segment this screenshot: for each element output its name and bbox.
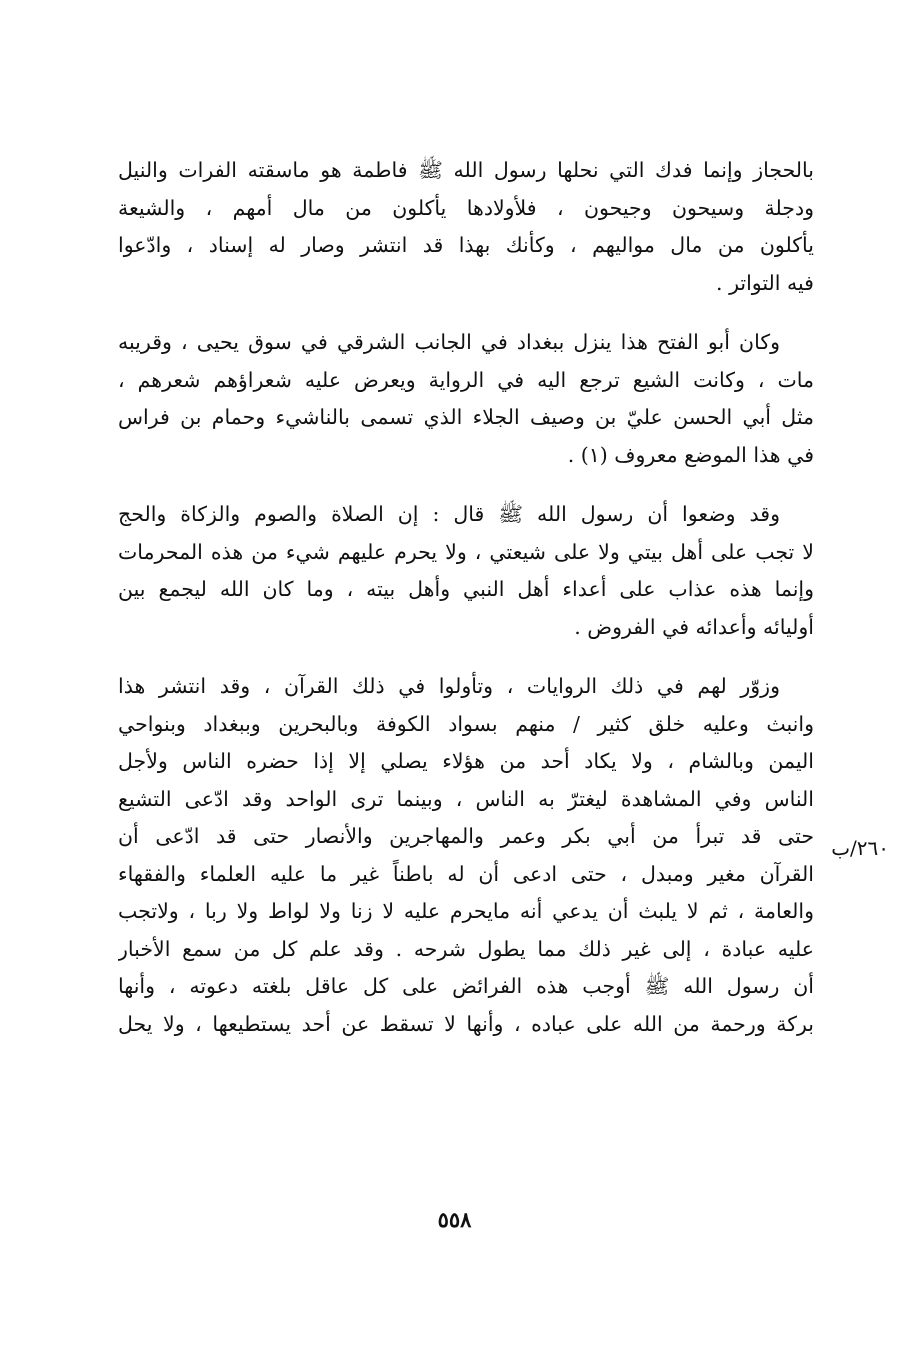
text-line: بركة ورحمة من الله على عباده ، وأنها لا تسقط عن أحد يستطيعها ، ولا يحل [118, 1011, 814, 1036]
text-line: وإنما هذه عذاب على أعداء أهل النبي وأهل بيته ، وما كان الله ليجمع بين [118, 577, 814, 601]
text-line: وقد وضعوا أن رسول الله ﷺ قال : إن الصلاة والصوم والزكاة والحج [118, 502, 780, 526]
text-line: عليه عبادة ، إلى غير ذلك مما يطول شرحه . وقد علم كل من سمع الأخبار [118, 936, 814, 961]
text-line: مثل أبي الحسن عليّ بن وصيف الجلاء الذي تسمى بالناشيء وحمام بن فراس [118, 405, 814, 429]
text-line: حتى قد تبرأ من أبي بكر وعمر والمهاجرين والأنصار حتى قد ادّعى أن [118, 824, 814, 848]
text-line: فيه التواتر . [716, 270, 814, 295]
text-line: مات ، وكانت الشيع ترجع اليه في الرواية ويعرض عليه شعراؤهم شعرهم ، [118, 367, 814, 392]
page-body [118, 152, 814, 1065]
text-line: أوليائه وأعدائه في الفروض . [574, 614, 814, 639]
text-line: وانبث وعليه خلق كثير / منهم بسواد الكوفة وبالبحرين وببغداد وبنواحي [118, 711, 814, 736]
paragraph-2 [118, 324, 814, 474]
text-line: بالحجاز وإنما فدك التي نحلها رسول الله ﷺ فاطمة هو ماسقته الفرات والنيل [118, 158, 814, 182]
text-line: يأكلون من مال مواليهم ، وكأنك بهذا قد انتشر وصار له إسناد ، وادّعوا [118, 233, 814, 257]
page-number: ٥٥٨ [437, 1207, 472, 1232]
paragraph-1 [118, 152, 814, 302]
text-line: في هذا الموضع معروف (١) . [567, 442, 814, 467]
paragraph-4 [118, 668, 814, 1043]
text-line: القرآن مغير ومبدل ، حتى ادعى أن له باطناً غير ما عليه العلماء والفقهاء [118, 861, 814, 886]
text-line: وزوّر لهم في ذلك الروايات ، وتأولوا في ذلك القرآن ، وقد انتشر هذا [118, 674, 780, 698]
text-line: الناس وفي المشاهدة ليغترّ به الناس ، وبينما ترى الواحد وقد ادّعى التشيع [118, 786, 814, 811]
text-line: وكان أبو الفتح هذا ينزل ببغداد في الجانب الشرقي في سوق يحيى ، وقريبه [118, 330, 780, 354]
paragraph-3 [118, 496, 814, 646]
manuscript-folio-marker: ٢٦٠/ب [831, 836, 889, 860]
text-line: لا تجب على أهل بيتي ولا على شيعتي ، ولا يحرم عليهم شيء من هذه المحرمات [118, 539, 814, 564]
text-line: أن رسول الله ﷺ أوجب هذه الفرائض على كل عاقل بلغته دعوته ، وأنها [118, 974, 814, 998]
text-line: والعامة ، ثم لا يلبث أن يدعي أنه مايحرم عليه لا زنا ولا لواط ولا ربا ، ولاتجب [118, 899, 814, 923]
text-line: اليمن وبالشام ، ولا يكاد أحد من هؤلاء يصلي إلا إذا حضره الناس ولأجل [118, 749, 814, 773]
text-line: ودجلة وسيحون وجيحون ، فلأولادها يأكلون من مال أمهم ، والشيعة [118, 195, 814, 220]
